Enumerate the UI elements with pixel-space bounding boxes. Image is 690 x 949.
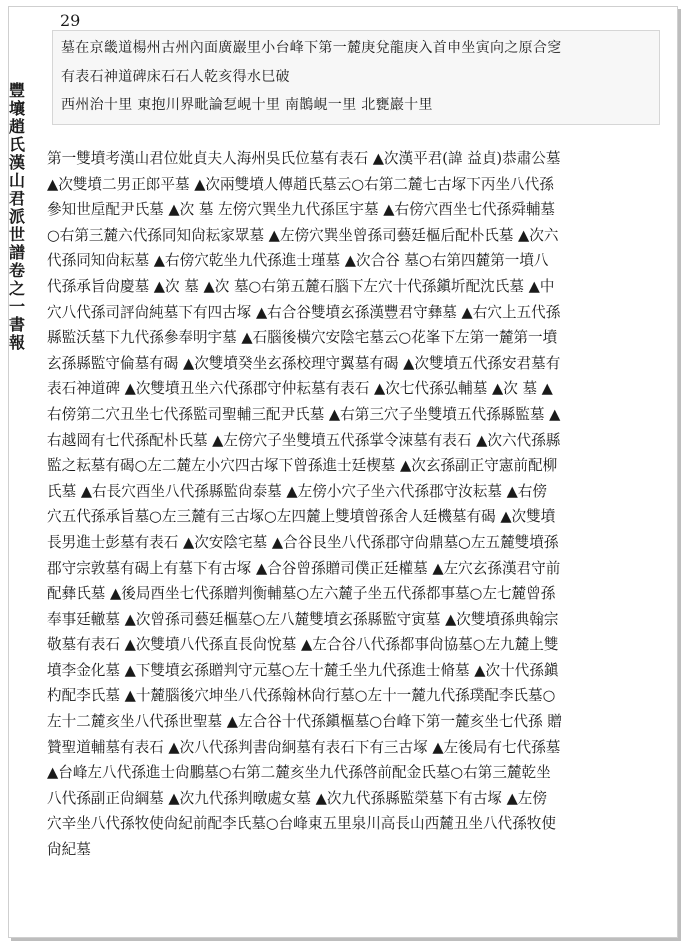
body-line: 代孫承旨尙慶墓 ▲次 墓 ▲次 墓○右第五麓石腦下左穴十代孫鎭圻配沈氏墓 ▲中	[47, 277, 555, 295]
body-line: ▲台峰左八代孫進士尙鵬墓○右第二麓亥坐九代孫啓前配金氏墓○右第三麓乾坐	[47, 764, 551, 782]
side-title: 豐壤趙氏漢山君派世譜 卷之一 書報	[8, 81, 25, 352]
body-line: 代孫同知尙耘墓 ▲右傍穴乾坐九代孫進士瑾墓 ▲次合谷 墓○右第四麓第一墳八	[47, 252, 549, 270]
body-line: 穴五代孫承旨墓○左三麓有三古塚○左四麓上雙墳曾孫舍人廷機墓有碣 ▲次雙墳	[47, 508, 556, 526]
note-line: 墓在京畿道楊州古州內面廣巖里小台峰下第一麓庚兌龍庚入首申坐寅向之原合窆	[61, 40, 562, 56]
body-line: 尙紀墓	[47, 841, 91, 859]
body-line: 表石神道碑 ▲次雙墳丑坐六代孫郡守仲耘墓有表石 ▲次七代孫弘輔墓 ▲次 墓 ▲	[47, 380, 553, 398]
body-line: ▲次雙墳二男正郎平墓 ▲次兩雙墳人傳趙氏墓云○右第二麓七古塚下丙坐八代孫	[47, 175, 554, 193]
body-line: 右越岡有七代孫配朴氏墓 ▲左傍穴子坐雙墳五代孫掌令涑墓有表石 ▲次六代孫縣	[47, 431, 561, 449]
body-line: 奉事廷轍墓 ▲次曾孫司藝廷樞墓○左八麓雙墳玄孫縣監守寅墓 ▲次雙墳孫典翰宗	[47, 610, 559, 628]
body-line: 敬墓有表石 ▲次雙墳八代孫直長尙悅墓 ▲左合谷八代孫都事尙協墓○左九麓上雙	[47, 636, 559, 654]
body-line: 郡守宗敦墓有碣上有墓下有古塚 ▲合谷曾孫贈司僕正廷權墓 ▲左穴玄孫漢君守前	[47, 559, 561, 577]
body-line: 第一雙墳考漢山君位妣貞夫人海州吳氏位墓有表石 ▲次漢平君(諱 益貞)恭肅公墓	[47, 150, 561, 167]
body-line: 右傍第二穴丑坐七代孫監司聖輔三配尹氏墓 ▲右第三穴子坐雙墳五代孫縣監墓 ▲	[47, 405, 561, 423]
body-line: 贊聖道輔墓有表石 ▲次八代孫判書尙絅墓有表石下有三古塚 ▲左後局有七代孫墓	[47, 738, 561, 756]
body-text	[47, 146, 647, 888]
body-line: 縣監沃墓下九代孫參奉明宇墓 ▲石腦後橫穴安陰宅墓云○花峯下左第一麓第一墳	[47, 329, 558, 347]
body-line: ○右第三麓六代孫同知尙耘家眾墓 ▲左傍穴巽坐曾孫司藝廷樞后配朴氏墓 ▲次六	[47, 226, 559, 244]
body-line: 杓配李氏墓 ▲十麓腦後穴坤坐八代孫翰林尙行墓○左十一麓九代孫璞配李氏墓○	[47, 687, 556, 705]
body-line: 參知世垕配尹氏墓 ▲次 墓 左傍穴巽坐九代孫匡宇墓 ▲右傍穴酉坐七代孫舜輔墓	[47, 201, 556, 219]
body-line	[47, 863, 647, 889]
body-line: 長男進士彭墓有表石 ▲次安陰宅墓 ▲合谷艮坐八代孫郡守尙鼎墓○左五麓雙墳孫	[47, 533, 559, 551]
body-line: 穴辛坐八代孫牧使尙紀前配李氏墓○台峰東五里泉川高長山西麓丑坐八代孫牧使	[47, 815, 556, 833]
body-line: 穴八代孫司評尙純墓下有四古塚 ▲右合谷雙墳玄孫漢豐君守彝墓 ▲右穴上五代孫	[47, 303, 561, 321]
burial-note-box	[52, 30, 660, 125]
body-line: 配彝氏墓 ▲後局酉坐七代孫贈判衡輔墓○左六麓子坐五代孫都事墓○左七麓曾孫	[47, 585, 556, 603]
body-line: 氏墓 ▲右長穴酉坐八代孫縣監尙泰墓 ▲左傍小穴子坐六代孫郡守汝耘墓 ▲右傍	[47, 482, 547, 500]
body-line: 墳李金化墓 ▲下雙墳玄孫贈判守元墓○左十麓壬坐九代孫進士脩墓 ▲次十代孫鎭	[47, 661, 559, 679]
note-line: 有表石神道碑床石石人乾亥得水巳破	[61, 69, 290, 85]
body-line: 監之耘墓有碣○左二麓左小穴四古塚下曾孫進士廷楔墓 ▲次玄孫副正守憲前配柳	[47, 457, 558, 475]
body-line: 八代孫副正尙綱墓 ▲次九代孫判暾處女墓 ▲次九代孫縣監榮墓下有古塚 ▲左傍	[47, 789, 547, 807]
body-line: 左十二麓亥坐八代孫世聖墓 ▲左合谷十代孫鎭樞墓○台峰下第一麓亥坐七代孫 贈	[47, 713, 562, 731]
note-line: 西州治十里 東抱川界毗論乭峴十里 南鵲峴一里 北甕巖十里	[61, 97, 433, 113]
page-number: 29	[60, 11, 81, 30]
body-line: 玄孫縣監守倫墓有碣 ▲次雙墳癸坐玄孫校理守翼墓有碣 ▲次雙墳五代孫安君墓有	[47, 354, 561, 372]
